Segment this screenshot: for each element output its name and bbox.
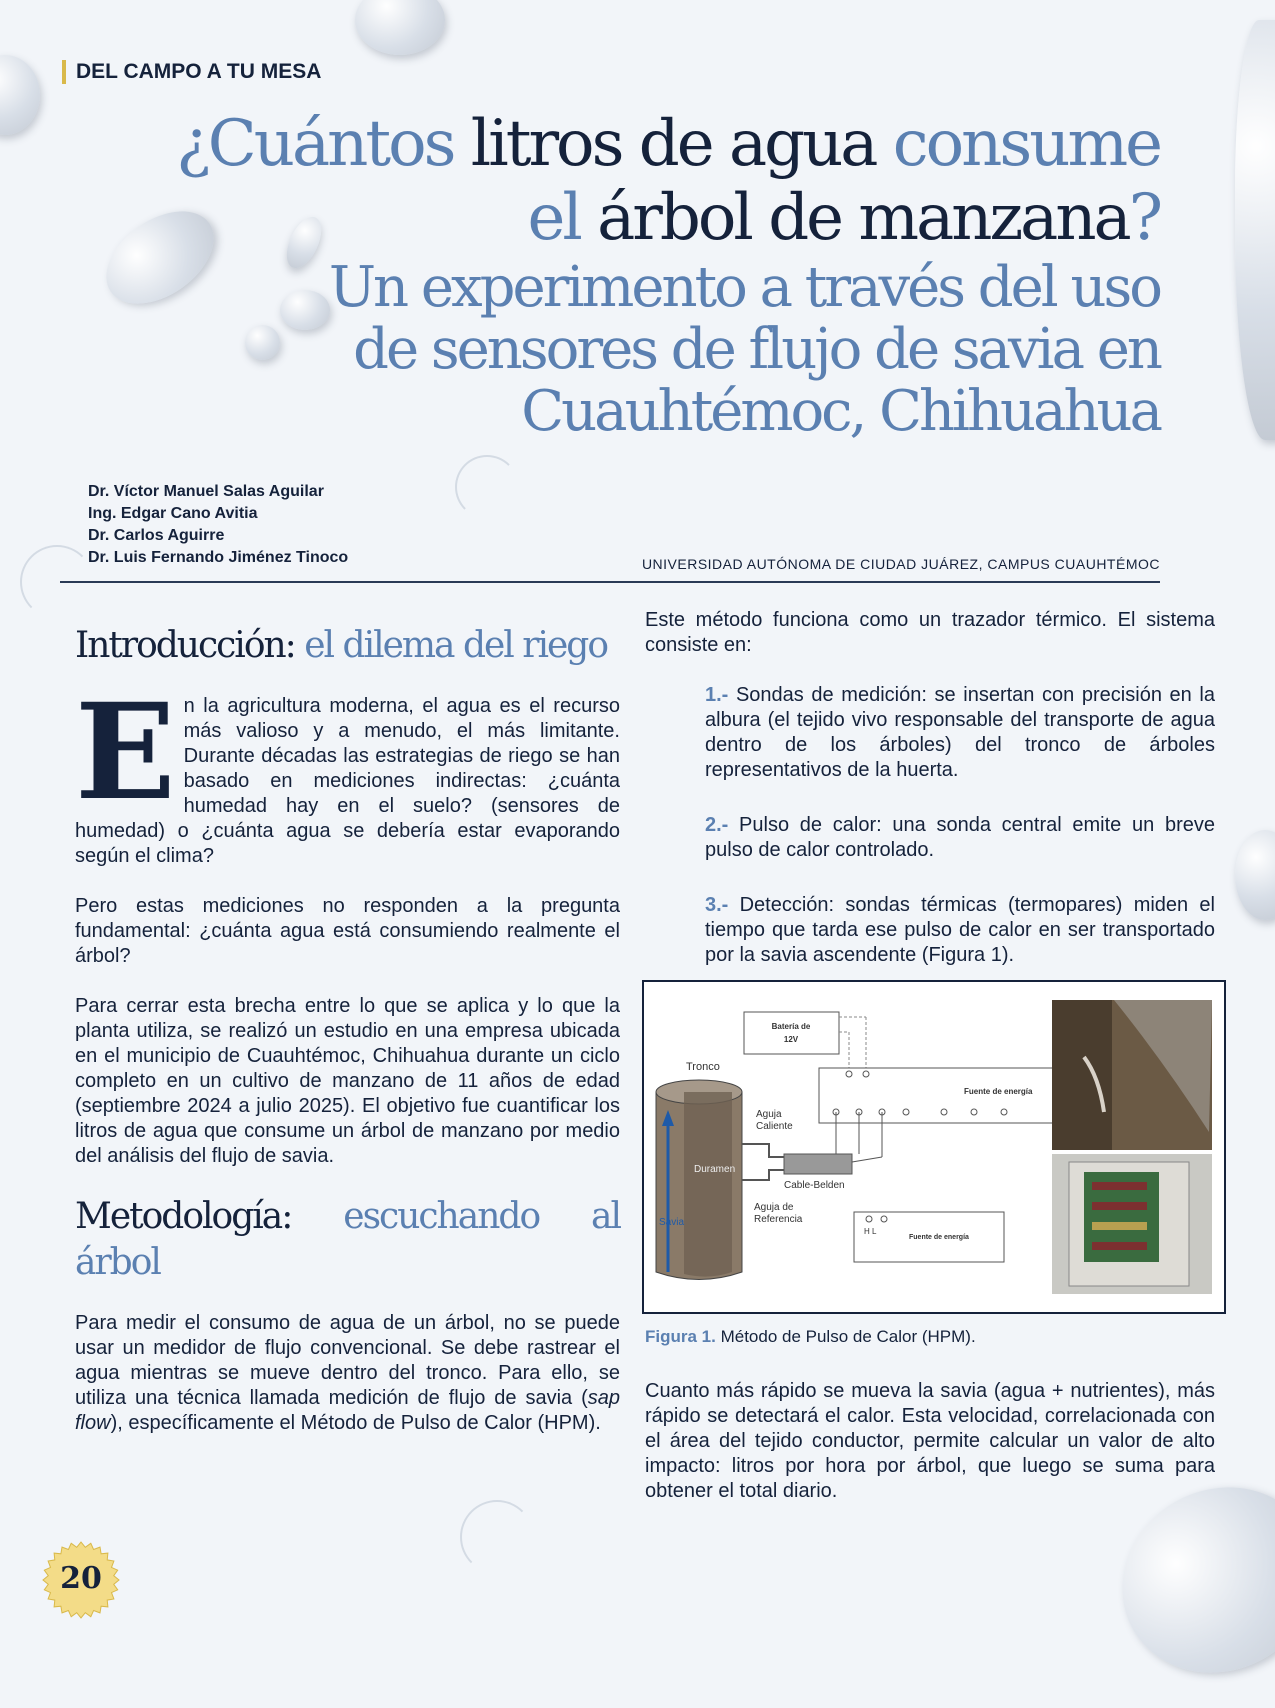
title-fragment: el [527, 181, 598, 255]
heading-light: el dilema del riego [294, 625, 607, 666]
water-drop [1235, 20, 1275, 440]
title-fragment: ? [1128, 181, 1160, 255]
list-item [705, 893, 1215, 968]
battery-box [744, 1012, 839, 1054]
intro-heading [75, 623, 620, 669]
intro-paragraph-3: Para cerrar esta brecha entre lo que se aplica y lo que la planta utiliza, se realizó un estudio en una empresa ubicada en el municipio de Cuauhtémoc, Chihuahua durante un ciclo completo en un cultivo de manzano de 11 años de edad (septiembre 2024 a julio 2025). El objetivo fue cuantificar los litros de agua que consume un árbol de manzano por medio del análisis del flujo de savia. [75, 995, 620, 1167]
cable-label: Cable-Belden [784, 1180, 845, 1191]
cable-connector [784, 1154, 852, 1174]
water-drop [0, 55, 40, 135]
list-number: 2.- [705, 814, 729, 836]
reference-needle-label: Referencia [754, 1214, 803, 1225]
subtitle-line: de sensores de flujo de savia en [353, 317, 1160, 382]
hot-needle-label: Aguja [756, 1109, 782, 1120]
water-drop [355, 0, 445, 55]
heading-dark: Introducción: [75, 625, 295, 666]
water-drop [1235, 830, 1275, 920]
paragraph-text: n la agricultura moderna, el agua es el recurso más valioso y a menudo, el más limitante. Durante décadas las estrategias de riego se han basado en mediciones indirectas: ¿cuánta humedad hay en el suelo? (sensores de humedad) o ¿cuánta agua se debería estar evaporando según el clima? [75, 695, 620, 867]
figure-1 [642, 980, 1226, 1314]
heading-dark: Metodología: [75, 1196, 292, 1237]
author: Dr. Luis Fernando Jiménez Tinoco [88, 549, 349, 566]
caption-label: Figura 1. [645, 1327, 716, 1346]
method-paragraph [75, 1311, 620, 1436]
page-number: 20 [60, 1561, 102, 1596]
battery-label: Batería de [771, 1022, 811, 1031]
paragraph-text: Para medir el consumo de agua de un árbol, no se puede usar un medidor de flujo convencional. Se debe rastrear el agua mientras se mueve dentro del tronco. Para ello, se utiliza una técnica llamada medición de flujo de savia ( [75, 1312, 620, 1409]
article-title [176, 107, 1160, 444]
figure-caption [645, 1324, 1215, 1349]
list-number: 1.- [705, 684, 729, 706]
affiliation: UNIVERSIDAD AUTÓNOMA DE CIUDAD JUÁREZ, CAMPUS CUAUHTÉMOC [641, 556, 1160, 572]
title-line-2 [176, 181, 1160, 255]
title-line-1 [176, 107, 1160, 181]
author: Dr. Víctor Manuel Salas Aguilar [88, 483, 324, 500]
title-fragment: ¿Cuántos [176, 107, 471, 181]
list-number: 3.- [705, 894, 729, 916]
water-ring [460, 1500, 534, 1574]
hot-needle-label: Caliente [756, 1121, 793, 1132]
heading-light: escuchando al árbol [75, 1196, 620, 1283]
sap-label: Savia [659, 1217, 685, 1228]
battery-label: 12V [783, 1035, 799, 1044]
page-number-badge [42, 1541, 120, 1619]
left-column [75, 615, 620, 1461]
intro-paragraph-1 [75, 675, 620, 869]
title-fragment: árbol de manzana [597, 181, 1129, 255]
hpm-diagram [644, 982, 1224, 1312]
list-item [705, 683, 1215, 783]
water-ring [455, 455, 519, 519]
subtitle-line: Un experimento a través del uso [328, 255, 1160, 320]
author-list [88, 481, 348, 569]
numbered-list [645, 683, 1215, 968]
hl-label: H L [864, 1227, 877, 1236]
power-source-label: Fuente de energía [909, 1234, 969, 1241]
subtitle-line: Cuauhtémoc, Chihuahua [521, 379, 1160, 444]
paragraph-text: ), específicamente el Método de Pulso de Calor (HPM). [110, 1412, 601, 1434]
right-column [645, 609, 1215, 1529]
emphasis-text: sap flow [75, 1387, 620, 1434]
method-intro-paragraph: Este método funciona como un trazador térmico. El sistema consiste en: [645, 609, 1215, 656]
section-tag: DEL CAMPO A TU MESA [62, 60, 321, 84]
list-text: Sondas de medición: se insertan con precisión en la albura (el tejido vivo responsable del transporte de agua dentro de los árboles) del tronco de árboles representativos de la huerta. [705, 684, 1215, 781]
trunk-label: Tronco [686, 1061, 720, 1073]
heartwood-label: Duramen [694, 1164, 736, 1175]
power-source-label: Fuente de energía [964, 1087, 1033, 1096]
title-fragment: consume [892, 107, 1160, 181]
caption-text: Método de Pulso de Calor (HPM). [715, 1327, 976, 1346]
intro-paragraph-2: Pero estas mediciones no responden a la pregunta fundamental: ¿cuánta agua está consumiendo realmente el árbol? [75, 895, 620, 967]
list-text: Pulso de calor: una sonda central emite un breve pulso de calor controlado. [705, 814, 1215, 861]
method-heading [75, 1194, 620, 1286]
list-item [705, 813, 1215, 863]
list-text: Detección: sondas térmicas (termopares) miden el tiempo que tarda ese pulso de calor en ser transportado por la savia ascendente (Figura 1). [705, 894, 1215, 966]
title-fragment: litros de agua [470, 107, 893, 181]
divider [60, 581, 1160, 583]
drop-cap: E [75, 675, 176, 830]
author: Dr. Carlos Aguirre [88, 527, 225, 544]
author: Ing. Edgar Cano Avitia [88, 505, 258, 522]
closing-paragraph: Cuanto más rápido se mueva la savia (agua + nutrientes), más rápido se detectará el calor. Esta velocidad, correlacionada con el área del tejido conductor, permite calcular un valor de alto impacto: litros por hora por árbol, que luego se suma para obtener el total diario. [645, 1380, 1215, 1502]
reference-needle-label: Aguja de [754, 1202, 794, 1213]
